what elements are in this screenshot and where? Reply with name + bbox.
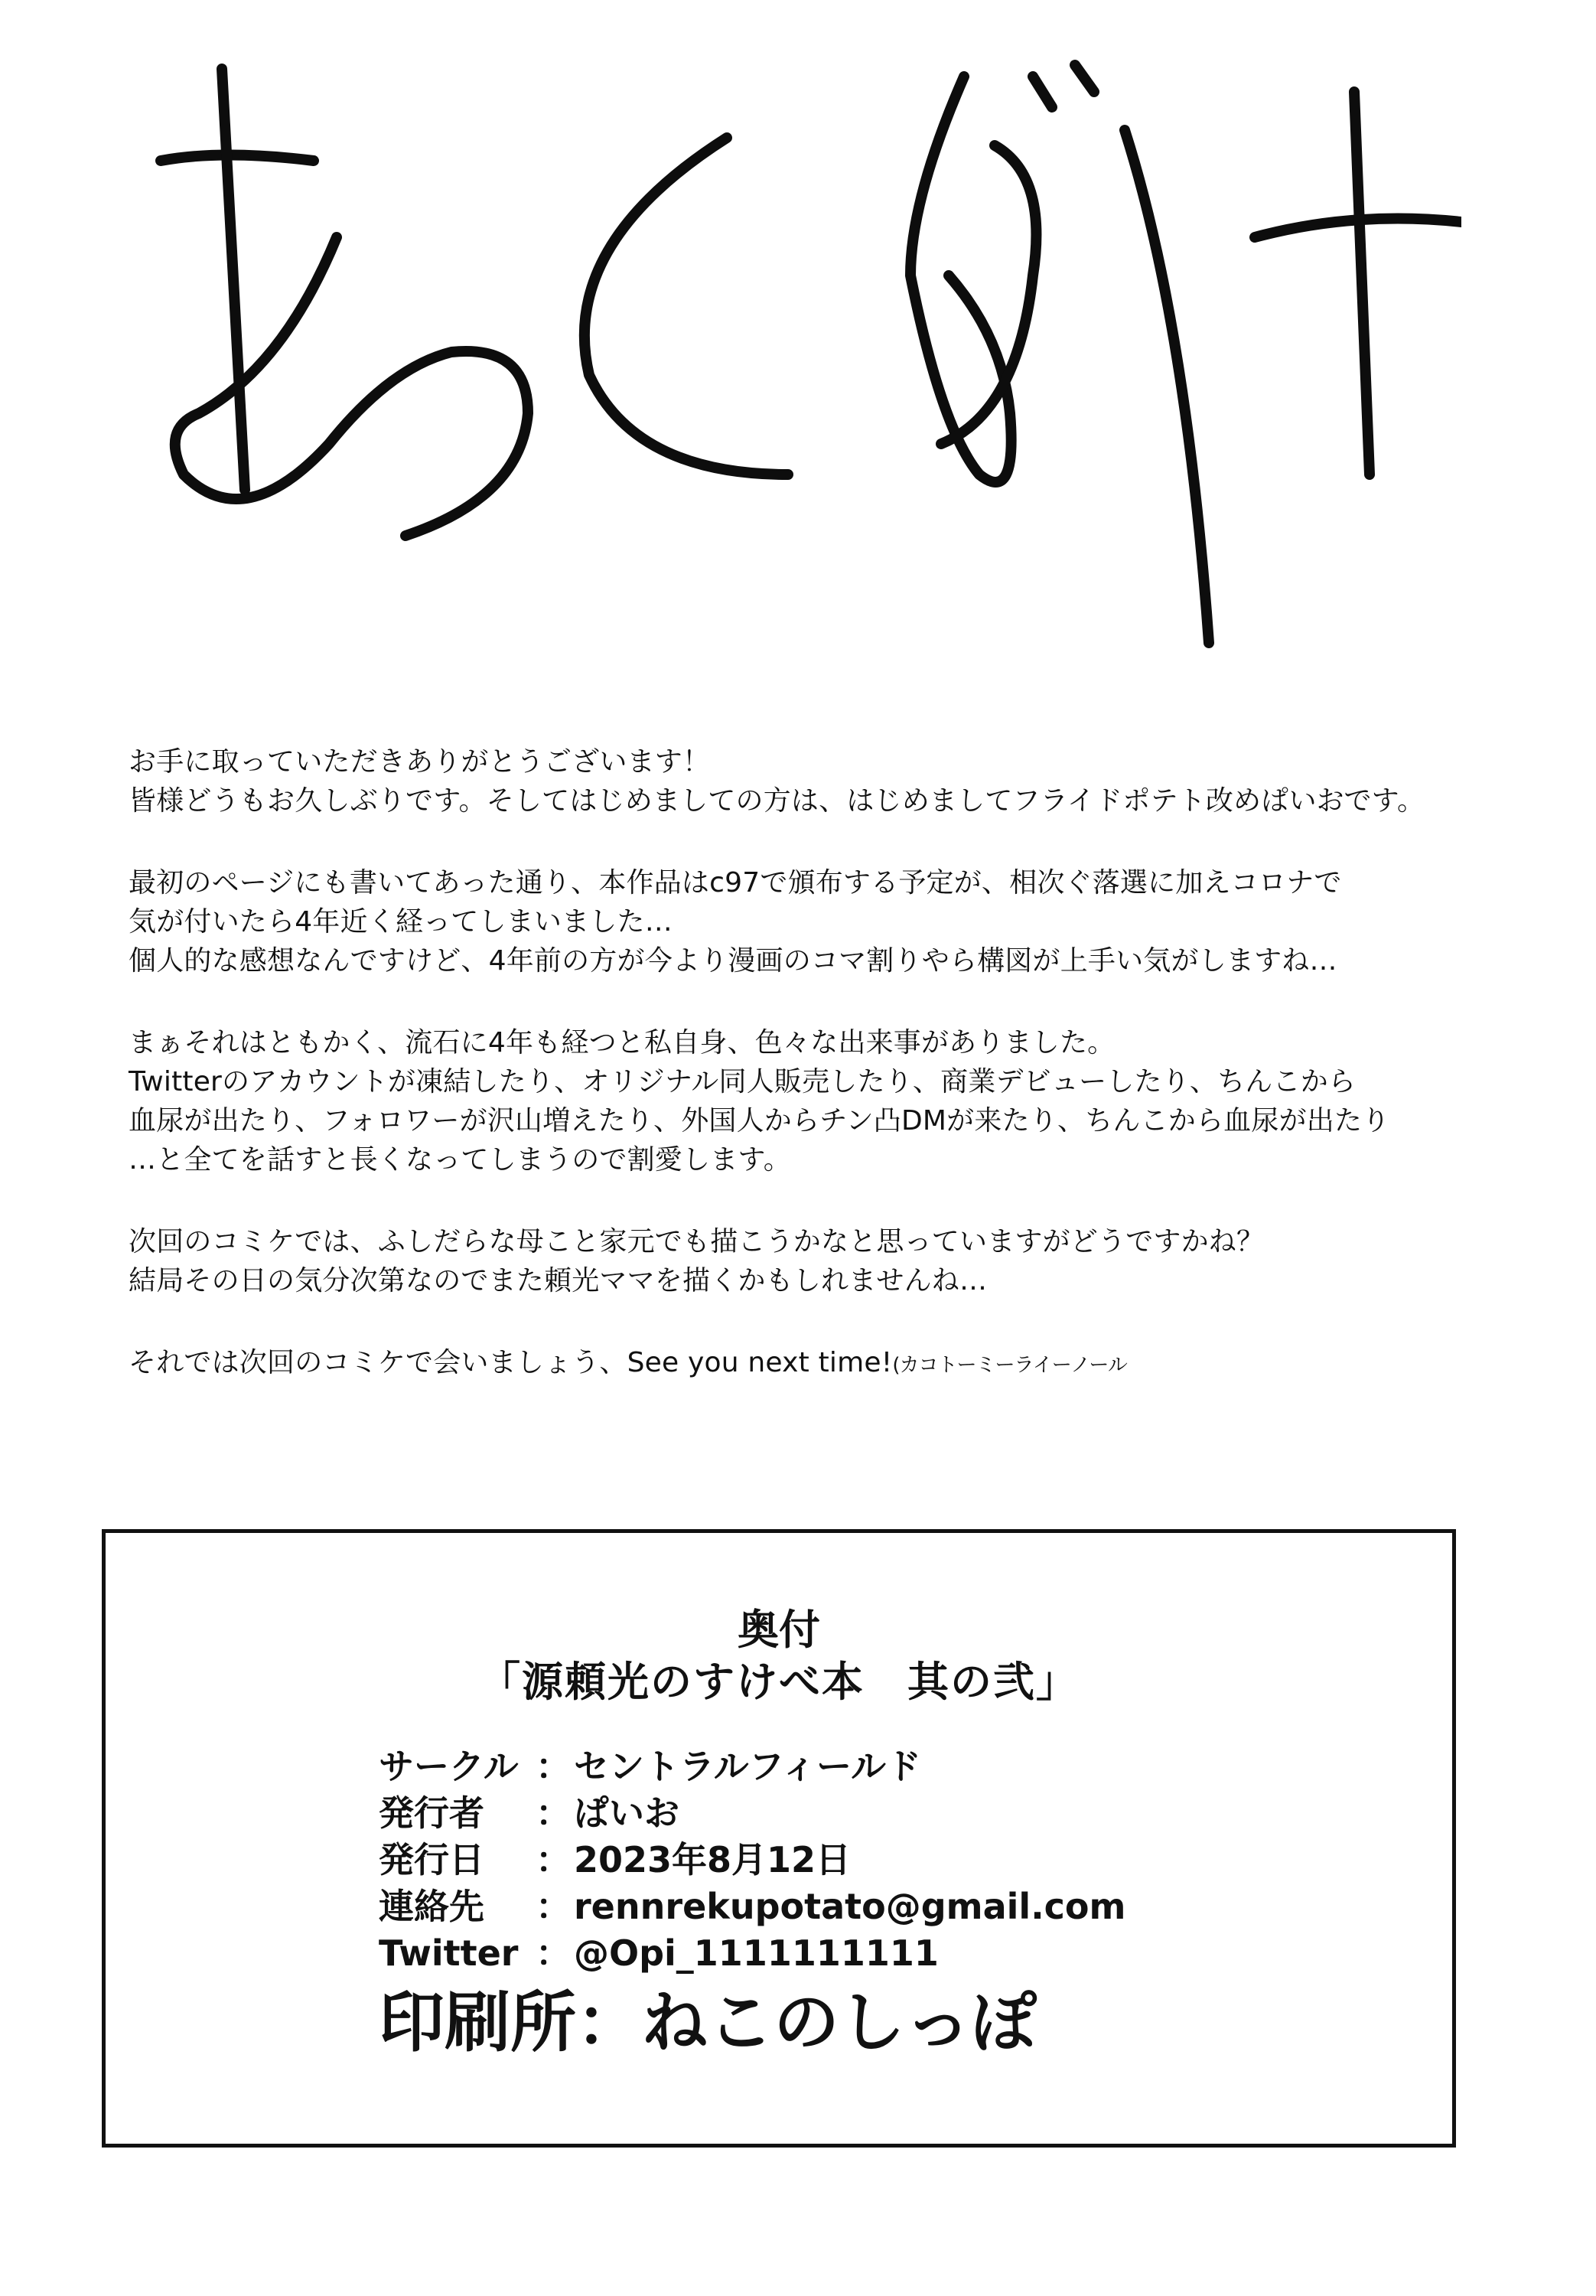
issue-date-label: 発行日 <box>379 1839 484 1880</box>
issue-date-value: 2023年8月12日 <box>574 1839 852 1880</box>
text-line: 気が付いたら4年近く経ってしまいました… <box>129 906 673 938</box>
printer-label: 印刷所 <box>379 1985 576 2061</box>
closing-text: それでは次回のコミケで会いましょう、See you next time! <box>129 1347 893 1378</box>
afterword-paragraph <box>129 742 1506 820</box>
publisher-label: 発行者 <box>379 1792 484 1834</box>
separator: ： <box>576 1985 642 2061</box>
afterword-paragraph <box>129 863 1506 980</box>
publisher-row <box>379 1790 679 1836</box>
circle-value: セントラルフィールド <box>574 1746 922 1787</box>
text-line: …と全てを話すと長くなってしまうので割愛します。 <box>129 1144 791 1176</box>
twitter-row <box>379 1930 939 1976</box>
book-title: 「源頼光のすけべ本 其の弐」 <box>479 1658 1079 1706</box>
printer-value: ねこのしっぽ <box>642 1985 1037 2061</box>
printer-row <box>379 1985 1037 2061</box>
afterword-handwritten-title <box>130 46 1461 704</box>
separator: ： <box>536 1932 571 1974</box>
publisher-value: ぱいお <box>574 1792 679 1834</box>
circle-label: サークル <box>379 1746 519 1787</box>
text-line: 血尿が出たり、フォロワーが沢山増えたり、外国人からチン凸DMが来たり、ちんこから血尿が出たり <box>129 1105 1390 1137</box>
text-line: まぁそれはともかく、流石に4年も経つと私自身、色々な出来事がありました。 <box>129 1027 1116 1058</box>
text-line: 皆様どうもお久しぶりです。そしてはじめましての方は、はじめましてフライドポテト改めぱいおです。 <box>129 785 1425 817</box>
text-line: 最初のページにも書いてあった通り、本作品はc97で頒布する予定が、相次ぐ落選に加えコロナで <box>129 867 1342 899</box>
circle-row <box>379 1743 921 1789</box>
afterword-closing <box>129 1343 1506 1385</box>
text-line: Twitterのアカウントが凍結したり、オリジナル同人販売したり、商業デビューしたり、ちんこから <box>129 1066 1357 1097</box>
colophon-box <box>102 1529 1456 2148</box>
separator: ： <box>536 1839 571 1880</box>
closing-signature: (カコトーミーライーノール <box>892 1354 1127 1377</box>
separator: ： <box>536 1746 571 1787</box>
separator: ： <box>536 1886 571 1927</box>
text-line: 個人的な感想なんですけど、4年前の方が今より漫画のコマ割りやら構図が上手い気がしますね… <box>129 945 1337 977</box>
issue-date-row <box>379 1837 851 1883</box>
twitter-label: Twitter <box>379 1932 519 1974</box>
contact-row <box>379 1883 1125 1929</box>
contact-label: 連絡先 <box>379 1886 484 1927</box>
colophon-heading: 奥付 <box>738 1606 820 1654</box>
text-line: 結局その日の気分次第なのでまた頼光ママを描くかもしれませんね… <box>129 1265 988 1296</box>
twitter-handle: @Opi_1111111111 <box>574 1932 939 1974</box>
afterword-paragraph <box>129 1222 1506 1300</box>
text-line: 次回のコミケでは、ふしだらな母こと家元でも描こうかなと思っていますがどうですかね？ <box>129 1226 1265 1257</box>
closing-line <box>129 1343 1506 1385</box>
contact-email: rennrekupotato@gmail.com <box>574 1886 1126 1927</box>
afterword-paragraph <box>129 1023 1506 1179</box>
text-line: お手に取っていただきありがとうございます！ <box>129 746 711 778</box>
separator: ： <box>536 1792 571 1834</box>
afterword-text <box>129 742 1506 1428</box>
